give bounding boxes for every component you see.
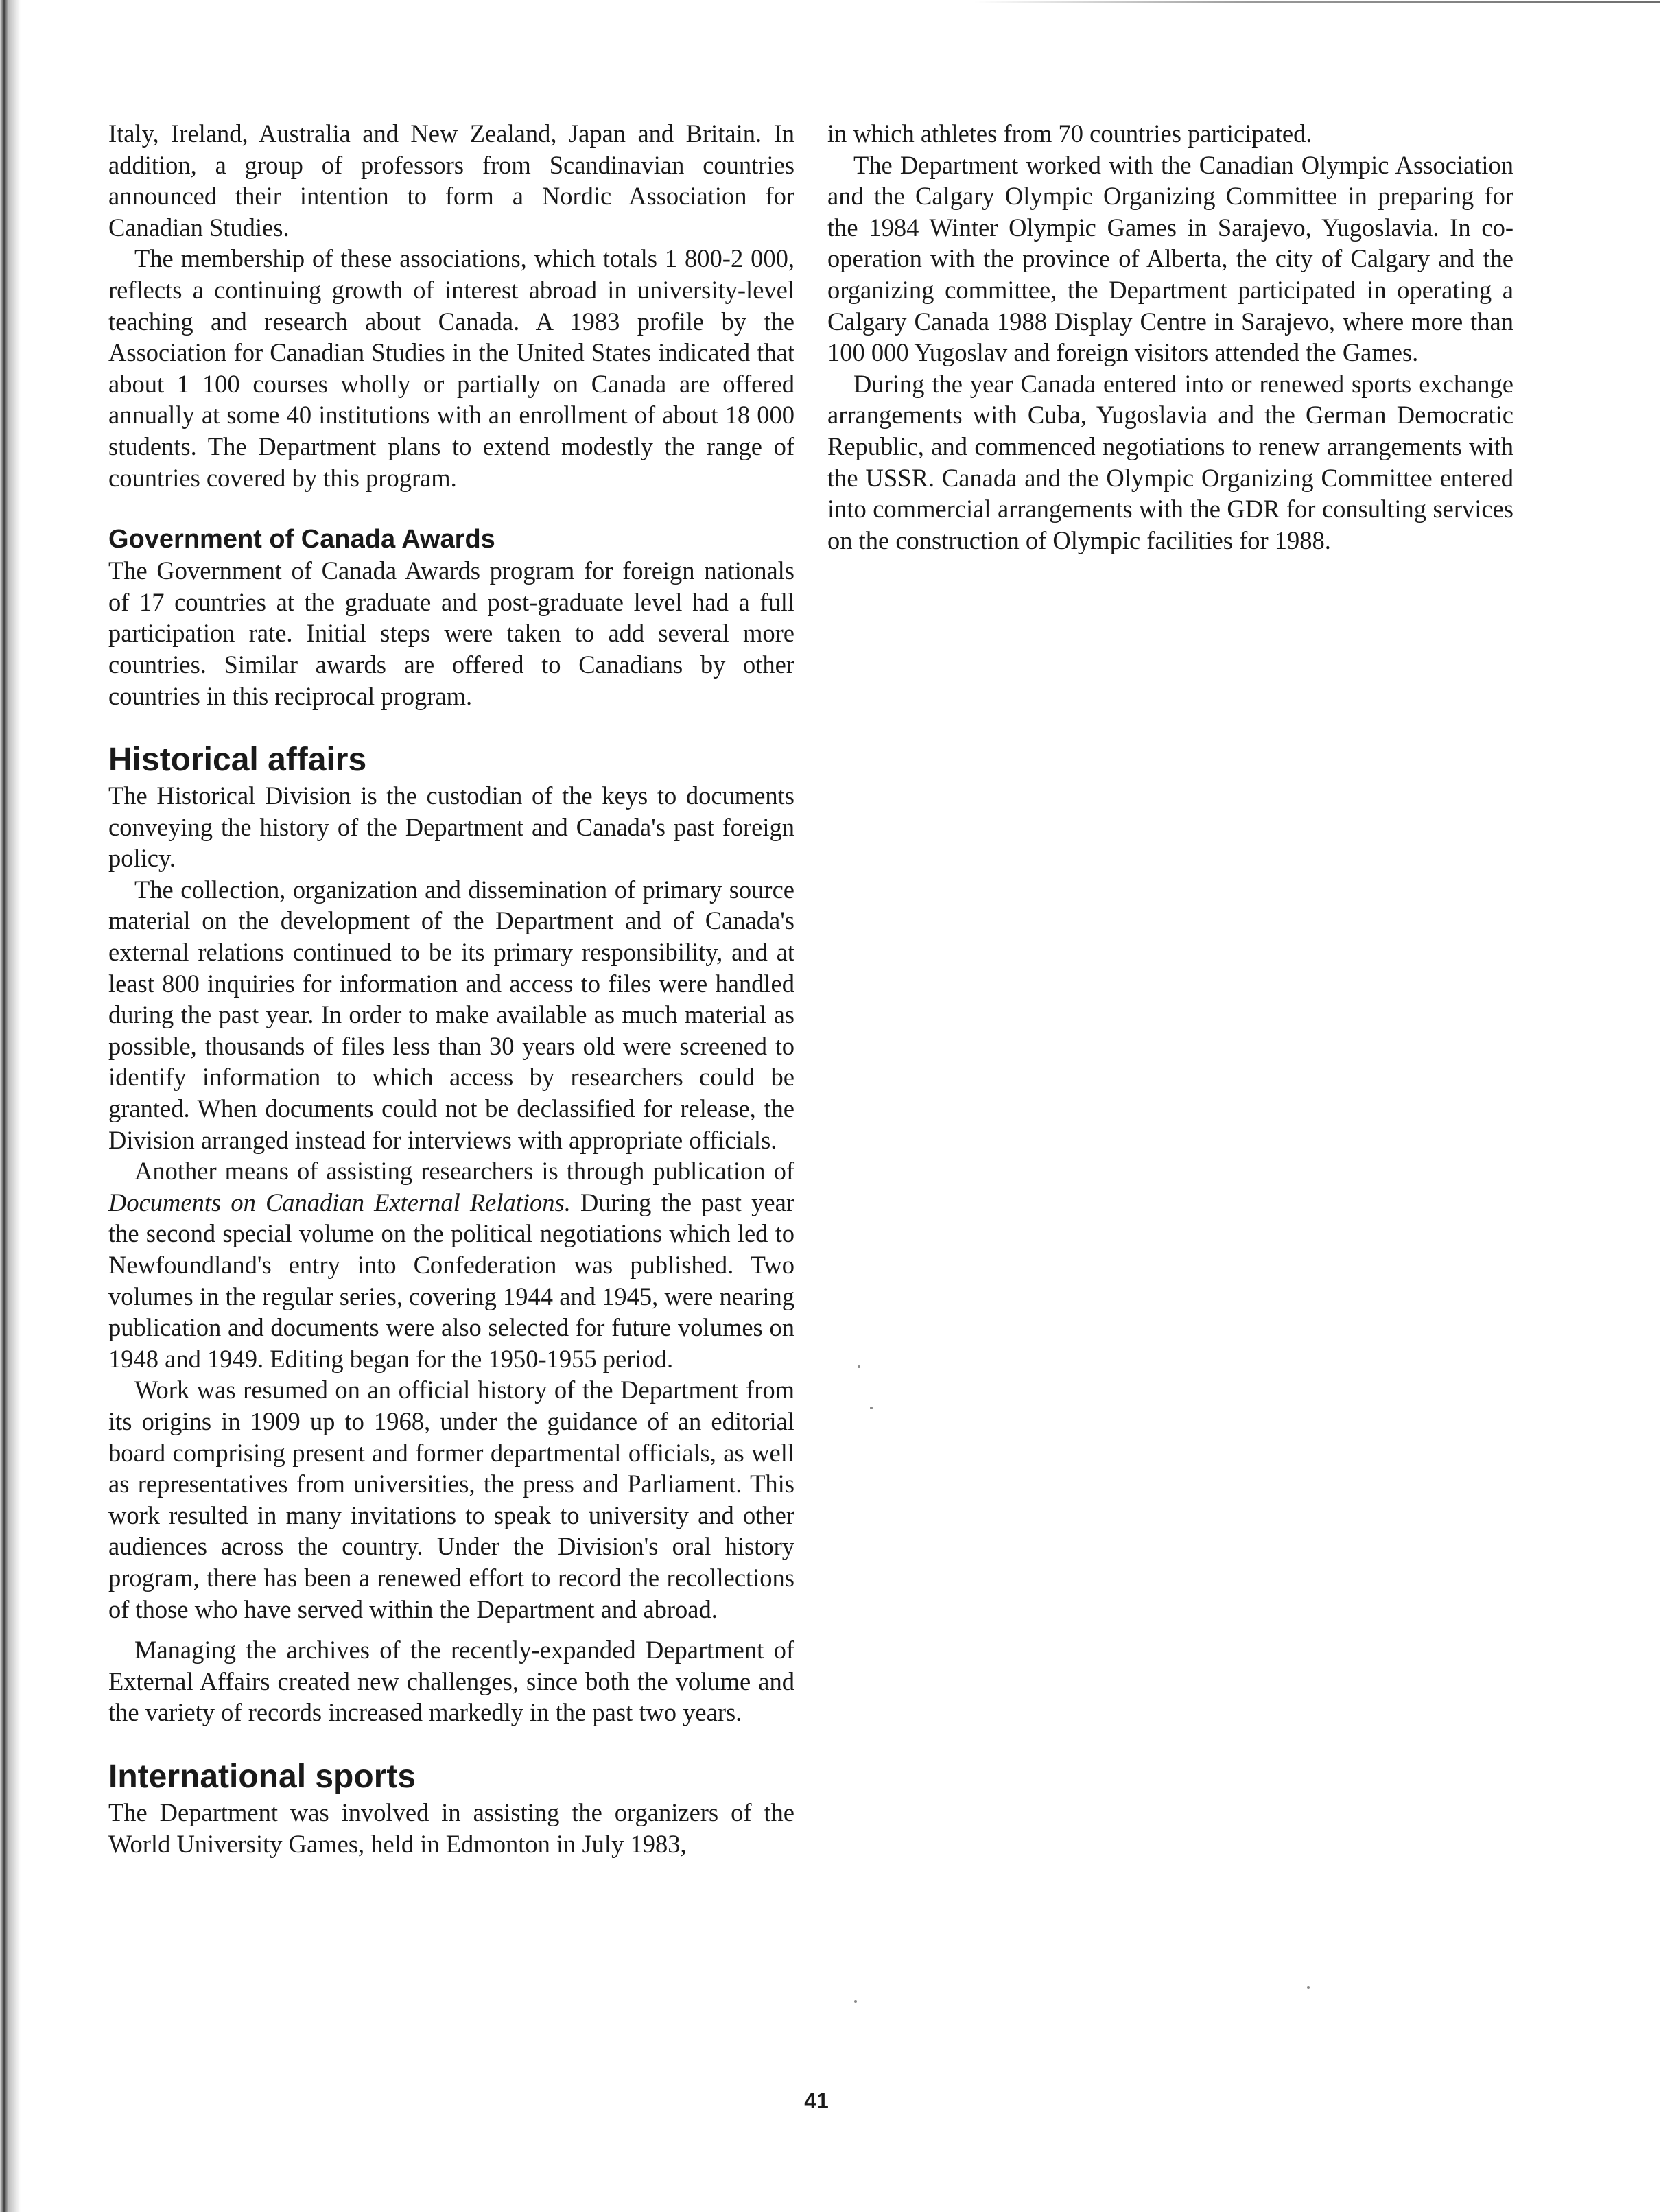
right-column bbox=[827, 118, 1513, 556]
paragraph-historical-division: The Historical Division is the custodian of the keys to documents conveying the history of the Department and Canada's past foreign policy. bbox=[108, 781, 794, 873]
paragraph-primary-source-material: The collection, organization and dissemination of primary source material on the development of the Department and of Canada's external relations continued to be its primary responsibility, and at least 800 inquiries for information and access to files were handled during the past year. In order to make available as much material as possible, thousands of files less than 30 years old were screened to identify information to which access by researchers could be granted. When documents could not be declassified for release, the Division arranged instead for interviews with appropriate officials. bbox=[108, 875, 794, 1154]
heading-international-sports: International sports bbox=[108, 1758, 416, 1795]
paragraph-documents-body-text: During the past year the second special volume on the political negotiations which led to Newfoundland's entry into Confederation was published. Two volumes in the regular series, covering 1944 and 1945, were nearing publication and documents were also selected for future volumes on 1948 and 1949. Editing began for the 1950-1955 period. bbox=[108, 1188, 794, 1373]
scan-speck bbox=[854, 2000, 857, 2003]
paragraph-official-history: Work was resumed on an official history of the Department from its origins in 1909 up to 1968, under the guidance of an editorial board comprising present and former departmental officials, as well as representatives from universities, the press and Parliament. This work resulted in many invitations to speak to university and other audiences across the country. Under the Division's oral history program, there has been a renewed effort to record the recollections of those who have served within the Department and abroad. bbox=[108, 1376, 794, 1623]
paragraph-managing-archives: Managing the archives of the recently-expanded Department of External Affairs created new challenges, since both the volume and the variety of records increased markedly in the past two years. bbox=[108, 1636, 794, 1727]
paragraph-athletes-participated: in which athletes from 70 countries participated. bbox=[827, 119, 1312, 148]
scanned-page-left-edge bbox=[0, 0, 21, 2212]
paragraph-sports-exchange: During the year Canada entered into or renewed sports exchange arrangements with Cuba, Yugoslavia and the German Democratic Republic, and commenced negotiations to renew arrangements with the USSR. Canada and the Olympic Organizing Committee entered into commercial arrangements with the GDR for consulting services on the construction of Olympic facilities for 1988. bbox=[827, 369, 1513, 554]
scan-speck bbox=[870, 1407, 873, 1409]
paragraph-world-university-games: The Department was involved in assisting the organizers of the World University Games, held in Edmonton in July 1983, bbox=[108, 1798, 794, 1858]
scan-speck bbox=[858, 1365, 860, 1368]
left-column bbox=[108, 118, 794, 1859]
publication-title: Documents on Canadian External Relations. bbox=[108, 1188, 571, 1216]
paragraph-awards-program: The Government of Canada Awards program for foreign nationals of 17 countries at the graduate and post-graduate level had a full participation rate. Initial steps were taken to add several more countries. Similar awards are offered to Canadians by other countries in this reciprocal program. bbox=[108, 556, 794, 710]
heading-historical-affairs: Historical affairs bbox=[108, 742, 367, 779]
paragraph-association-membership: The membership of these associations, which totals 1 800-2 000, reflects a continuing growth of interest abroad in university-level teaching and research about Canada. A 1983 profile by the Association for Canadian Studies in the United States indicated that about 1 100 courses wholly or partially on Canada are offered annually at some 40 institutions with an enrollment of about 18 000 students. The Department plans to extend modestly the range of countries covered by this program. bbox=[108, 244, 794, 492]
paragraph-winter-olympic-games: The Department worked with the Canadian Olympic Association and the Calgary Olympic Organizing Committee in preparing for the 1984 Winter Olympic Games in Sarajevo, Yugoslavia. In co-operation with the province of Alberta, the city of Calgary and the organizing committee, the Department participated in operating a Calgary Canada 1988 Display Centre in Sarajevo, where more than 100 000 Yugoslav and foreign visitors attended the Games. bbox=[827, 150, 1513, 367]
paragraph-nordic-association: Italy, Ireland, Australia and New Zealand, Japan and Britain. In addition, a group of professors from Scandinavian countries announced their intention to form a Nordic Association for Canadian Studies. bbox=[108, 119, 794, 242]
scan-speck bbox=[1307, 1986, 1310, 1989]
paragraph-documents-lead-text: Another means of assisting researchers is through publication of bbox=[134, 1157, 794, 1186]
heading-government-of-canada-awards: Government of Canada Awards bbox=[108, 525, 495, 554]
page-number: 41 bbox=[804, 2089, 829, 2113]
scanned-page-top-line bbox=[974, 1, 1660, 3]
paragraph-documents-publication bbox=[108, 1155, 794, 1374]
